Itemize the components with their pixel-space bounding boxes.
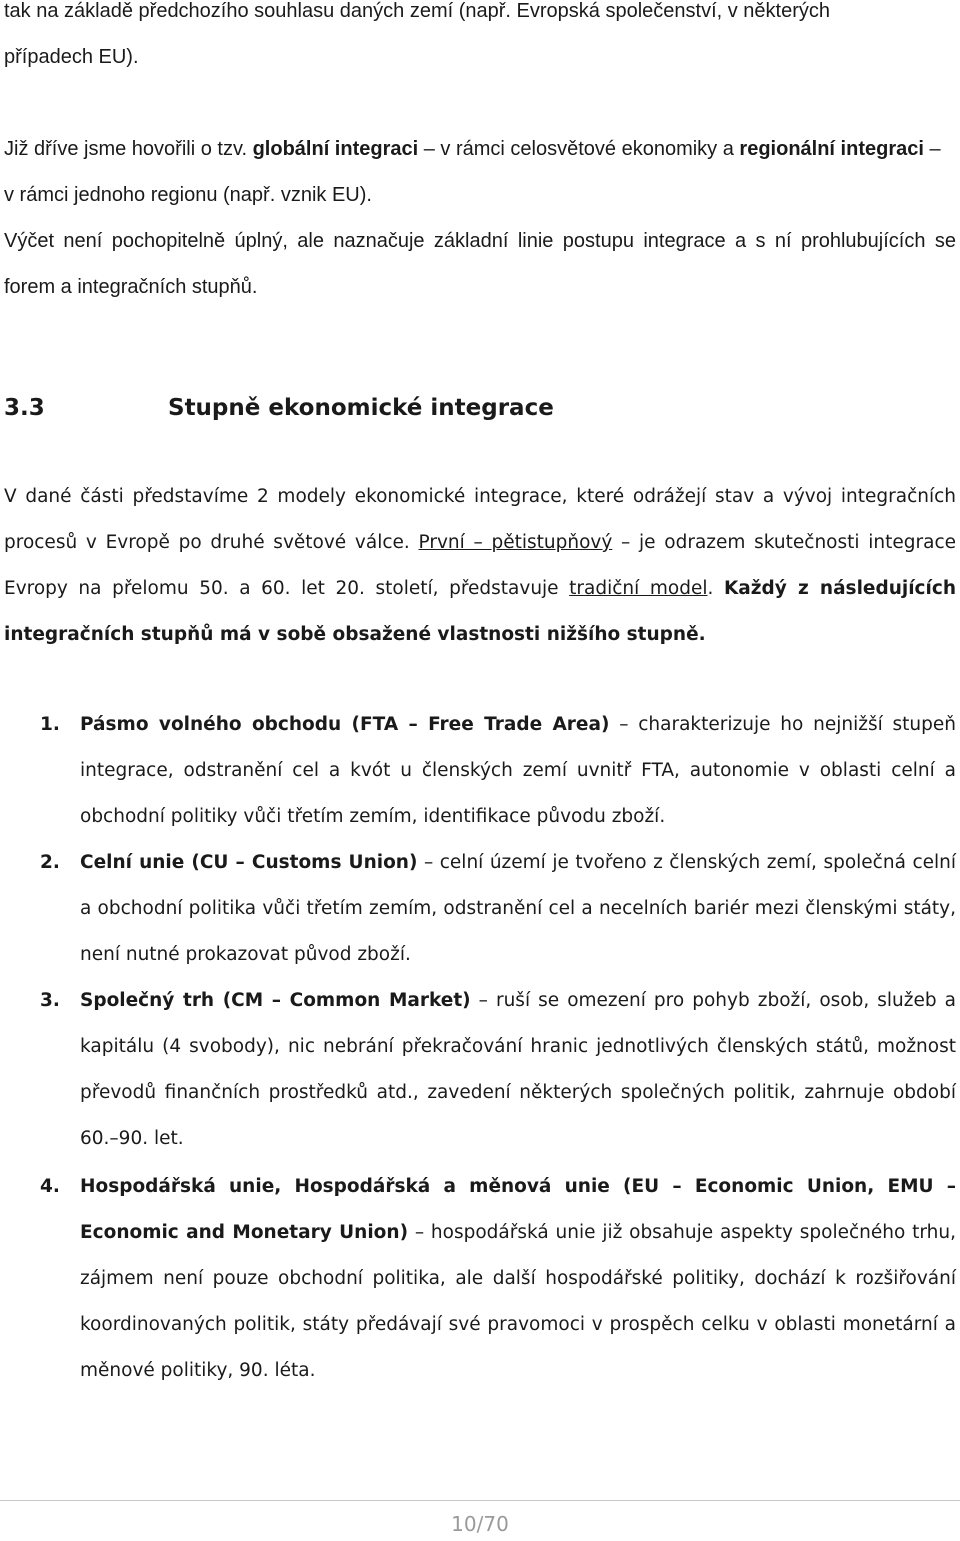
list-item-description: – hospodářská unie již obsahuje aspekty společného trhu, zájmem není pouze obchodní politika, ale další hospodářské politiky, dochází k rozšiřování koordinovaných politik, státy předávají své pravomoci v prospěch celku v oblasti monetární a měnové politiky, 90. léta. bbox=[80, 1222, 957, 1381]
section-number: 3.3 bbox=[4, 395, 45, 421]
list-item-description: – ruší se omezení pro pohyb zboží, osob, služeb a kapitálu (4 svobody), nic nebrání překračování hranic jednotlivých členských států, možnost převodů finančních prostředků atd., zavedení některých společných politik, zahrnuje období 60.–90. let. bbox=[80, 990, 956, 1149]
list-item-text bbox=[80, 840, 956, 978]
text-span: . bbox=[707, 578, 714, 599]
section-heading bbox=[4, 388, 944, 428]
list-item-title: Hospodářská unie, Hospodářská a měnová unie (EU – Economic Union, EMU – Economic and Monetary Union) bbox=[80, 1176, 956, 1243]
intro-paragraph-3: Výčet není pochopitelně úplný, ale naznačuje základní linie postupu integrace a s ní prohlubujících se forem a integračních stupňů. bbox=[4, 230, 956, 298]
list-item-number: 2. bbox=[40, 852, 60, 873]
text-span: – v rámci jednoho regionu (např. vznik EU). bbox=[4, 138, 941, 206]
list-item-description: – charakterizuje ho nejnižší stupeň integrace, odstranění cel a kvót u členských zemí uvnitř FTA, autonomie v oblasti celní a obchodní politiky vůči třetím zemím, identifikace původu zboží. bbox=[80, 714, 956, 827]
list-item-number: 3. bbox=[40, 990, 60, 1011]
text-span: – v rámci celosvětové ekonomiky a bbox=[418, 138, 740, 160]
list-item-text bbox=[80, 1164, 956, 1394]
list-item-title: Celní unie (CU – Customs Union) bbox=[80, 852, 418, 873]
list-item-text bbox=[80, 978, 956, 1162]
text-span: – je odrazem skutečnosti integrace Evropy na přelomu 50. a 60. let 20. století, představuje bbox=[4, 532, 956, 599]
section-title: Stupně ekonomické integrace bbox=[168, 395, 554, 421]
page-number: 10/70 bbox=[451, 1512, 509, 1536]
note-bold: Každý z následujících integračních stupňů má v sobě obsažené vlastnosti nižšího stupně. bbox=[4, 578, 956, 645]
footer-divider bbox=[0, 1500, 960, 1501]
intro-line-1: tak na základě předchozího souhlasu daných zemí (např. Evropská společenství, v některých bbox=[4, 0, 831, 22]
list-item-number: 4. bbox=[40, 1176, 60, 1197]
list-item-title: Pásmo volného obchodu (FTA – Free Trade Area) bbox=[80, 714, 610, 735]
intro-paragraph-2 bbox=[4, 126, 956, 218]
list-item-text bbox=[80, 702, 956, 840]
list-item-description: – celní území je tvořeno z členských zemí, společná celní a obchodní politika vůči třetím zemím, odstranění cel a necelních bariér mezi členskými státy, není nutné prokazovat původ zboží. bbox=[80, 852, 957, 965]
first-model-label: První – pětistupňový bbox=[418, 532, 613, 553]
intro-line-2: případech EU). bbox=[4, 46, 139, 68]
list-item-title: Společný trh (CM – Common Market) bbox=[80, 990, 471, 1011]
list-item-number: 1. bbox=[40, 714, 60, 735]
text-span: V dané části představíme 2 modely ekonomické integrace, které odrážejí stav a vývoj integračních procesů v Evropě po druhé světové válce. bbox=[4, 486, 956, 553]
traditional-model-label: tradiční model bbox=[569, 578, 708, 599]
section-body-paragraph bbox=[4, 474, 956, 658]
term-global-integration: globální integraci bbox=[252, 138, 419, 160]
term-regional-integration: regionální integraci bbox=[739, 138, 924, 160]
intro-paragraph-1 bbox=[4, 0, 956, 80]
text-span: Již dříve jsme hovořili o tzv. bbox=[4, 138, 253, 160]
